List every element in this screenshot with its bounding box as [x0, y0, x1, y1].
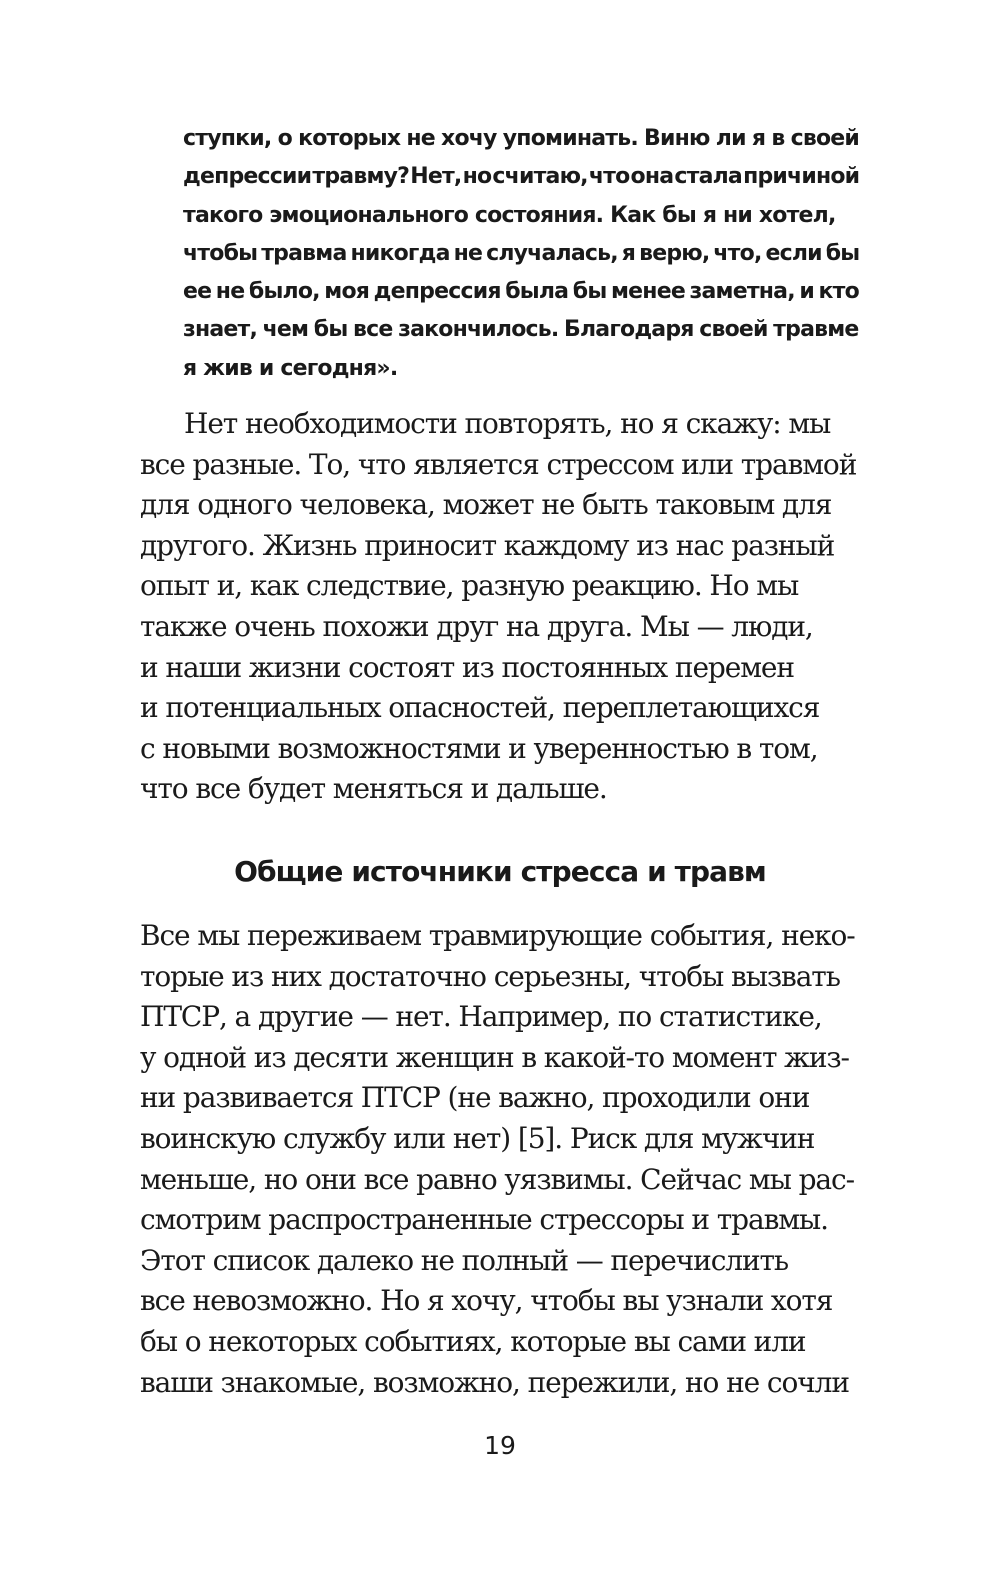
text-line: ваши знакомые, возможно, пережили, но не сочли: [140, 1365, 849, 1399]
quote-block: [183, 120, 859, 388]
section-heading: Общие источники стресса и травм: [234, 855, 766, 888]
quote-line: знает, чем бы все закончилось. Благодаря своей травме: [183, 317, 859, 343]
text-line: все разные. То, что является стрессом или травмой: [140, 447, 857, 481]
text-line: смотрим распространенные стрессоры и травмы.: [140, 1203, 828, 1237]
text-line: воинскую службу или нет) [5]. Риск для мужчин: [140, 1121, 815, 1155]
text-line: с новыми возможностями и уверенностью в том,: [140, 731, 818, 765]
text-line: бы о некоторых событиях, которые вы сами или: [140, 1324, 806, 1358]
text-line: все невозможно. Но я хочу, чтобы вы узнали хотя: [140, 1284, 833, 1318]
quote-line: депрессии травму? Нет, но считаю, что она стала причиной: [183, 164, 860, 190]
quote-line: такого эмоционального состояния. Как бы я ни хотел,: [183, 202, 836, 228]
page-number: 19: [484, 1431, 516, 1460]
text-line: также очень похожи друг на друга. Мы — люди,: [140, 609, 813, 643]
text-line: меньше, но они все равно уязвимы. Сейчас мы рас-: [140, 1162, 854, 1196]
text-line: что все будет меняться и дальше.: [140, 772, 607, 806]
text-line: Все мы переживаем травмирующие события, неко-: [140, 919, 855, 952]
text-line: для одного человека, может не быть таковым для: [140, 488, 832, 522]
text-line: и наши жизни состоят из постоянных перемен: [140, 650, 794, 684]
text-line: и потенциальных опасностей, переплетающихся: [140, 691, 820, 725]
paragraph-intro: [140, 404, 860, 810]
quote-line: ее не было, моя депрессия была бы менее заметна, и кто: [183, 279, 859, 305]
text-line: опыт и, как следствие, разную реакцию. Но мы: [140, 569, 799, 603]
text-line: торые из них достаточно серьезны, чтобы вызвать: [140, 959, 840, 993]
text-line: у одной из десяти женщин в какой-то момент жиз-: [140, 1040, 849, 1074]
quote-line: я жив и сегодня».: [183, 355, 398, 381]
text-line: другого. Жизнь приносит каждому из нас разный: [140, 528, 835, 562]
text-line: ПТСР, а другие — нет. Например, по статистике,: [140, 1000, 822, 1034]
quote-line: чтобы травма никогда не случалась, я верю, что, если бы: [183, 240, 860, 266]
text-line: Этот список далеко не полный — перечислить: [140, 1243, 789, 1277]
paragraph-sources: [140, 916, 860, 1403]
text-line: ни развивается ПТСР (не важно, проходили они: [140, 1081, 810, 1115]
text-line: Нет необходимости повторять, но я скажу: мы: [184, 407, 831, 440]
quote-line: ступки, о которых не хочу упоминать. Виню ли я в своей: [183, 126, 860, 151]
